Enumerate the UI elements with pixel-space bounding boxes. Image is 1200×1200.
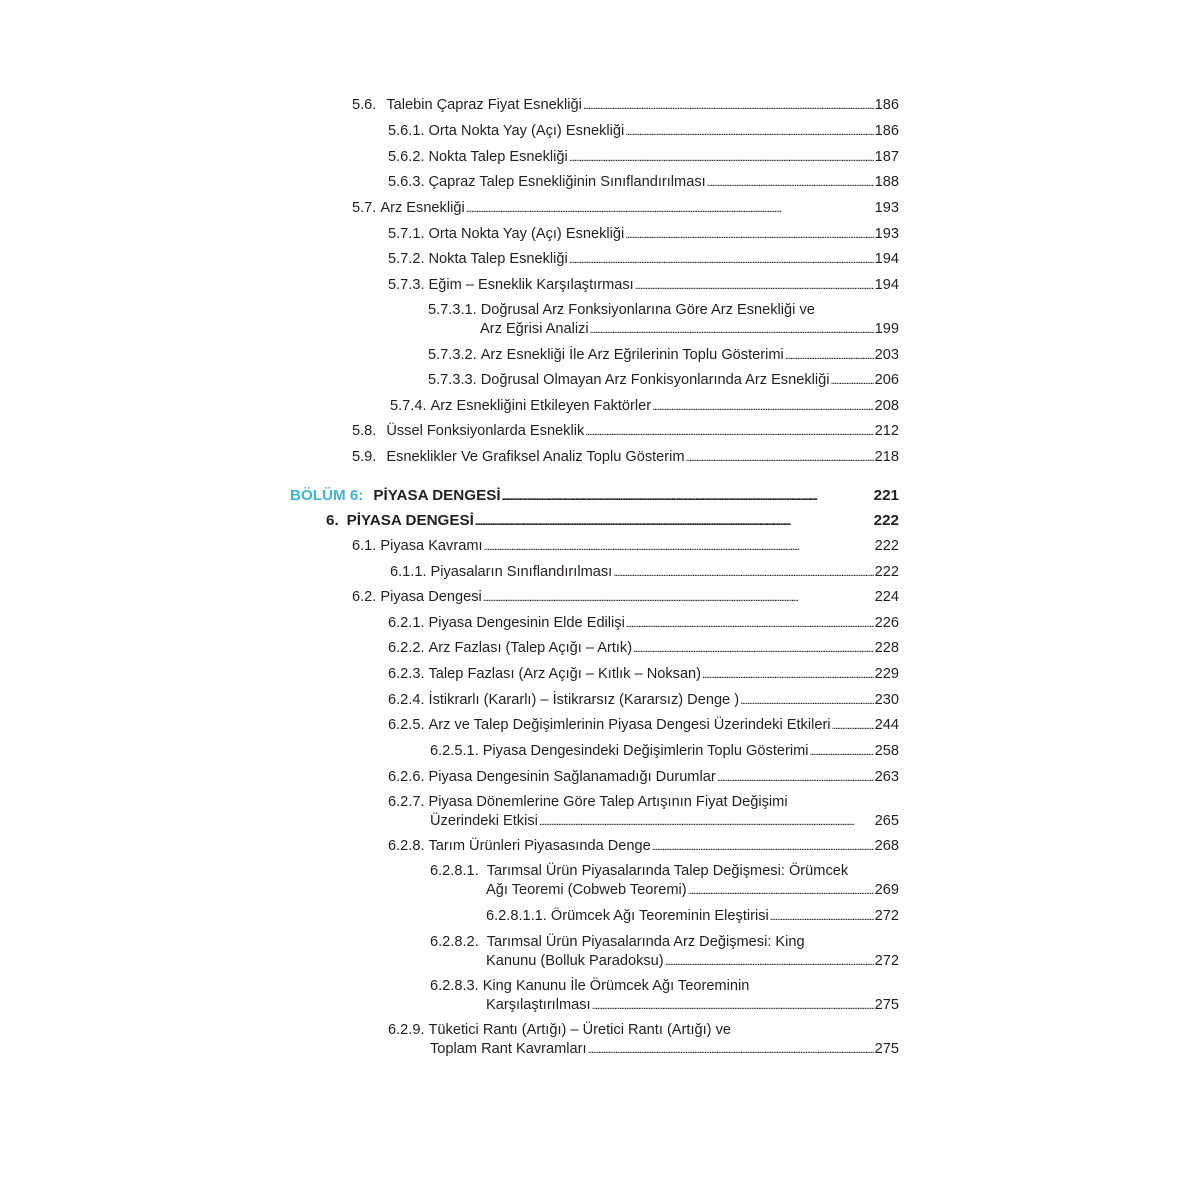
entry-title-continued: Karşılaştırılması bbox=[486, 997, 591, 1013]
toc-entry bbox=[428, 346, 899, 366]
entry-number: 6.2.3. bbox=[388, 666, 425, 682]
entry-number: 6.2.8.2. bbox=[430, 934, 479, 950]
entry-title: Çapraz Talep Esnekliğinin Sınıflandırılması bbox=[428, 174, 706, 190]
entry-title: Piyasaların Sınıflandırılması bbox=[430, 564, 613, 580]
dot-leader bbox=[702, 665, 874, 685]
entry-title: Örümcek Ağı Teoreminin Eleştirisi bbox=[550, 908, 769, 924]
entry-number: 6.2. bbox=[352, 589, 377, 605]
toc-entry bbox=[388, 691, 899, 711]
entry-number: 6.2.5. bbox=[388, 717, 425, 733]
entry-title: Nokta Talep Esnekliği bbox=[428, 251, 568, 267]
entry-number: 5.6.3. bbox=[388, 174, 425, 190]
entry-page: 222 bbox=[874, 538, 899, 554]
toc-entry bbox=[326, 511, 899, 532]
entry-title: Eğim – Esneklik Karşılaştırması bbox=[428, 277, 634, 293]
dot-leader bbox=[652, 837, 874, 857]
entry-number: 5.7.3.2. bbox=[428, 347, 477, 363]
entry-title-continued: Kanunu (Bolluk Paradoksu) bbox=[486, 953, 664, 969]
dot-leader bbox=[613, 563, 873, 583]
entry-page: 193 bbox=[874, 200, 899, 216]
dot-leader bbox=[502, 486, 873, 507]
toc-entry bbox=[390, 397, 899, 417]
toc-entry bbox=[352, 422, 899, 442]
dot-leader bbox=[633, 639, 874, 659]
toc-entry bbox=[388, 639, 899, 659]
toc-entry bbox=[352, 588, 899, 608]
entry-title: Piyasa Dengesindeki Değişimlerin Toplu Gösterimi bbox=[482, 743, 809, 759]
toc-entry bbox=[352, 448, 899, 468]
toc-entry bbox=[388, 1021, 899, 1060]
toc-entry bbox=[388, 122, 899, 142]
dot-leader bbox=[635, 276, 874, 296]
entry-page: 268 bbox=[874, 838, 899, 854]
entry-title: Doğrusal Arz Fonksiyonlarına Göre Arz Esnekliği ve bbox=[480, 302, 815, 318]
dot-leader bbox=[583, 96, 874, 116]
entry-page: 228 bbox=[874, 640, 899, 656]
entry-page: 272 bbox=[874, 908, 899, 924]
entry-title: Tarımsal Ürün Piyasalarında Talep Değişmesi: Örümcek bbox=[486, 863, 849, 879]
entry-title: Arz Fazlası (Talep Açığı – Artık) bbox=[428, 640, 633, 656]
entry-title: Nokta Talep Esnekliği bbox=[428, 149, 568, 165]
entry-number: 6.2.8.1.1. bbox=[486, 908, 547, 924]
entry-page: 229 bbox=[874, 666, 899, 682]
entry-page: 206 bbox=[874, 372, 899, 388]
entry-number: 5.7. bbox=[352, 200, 377, 216]
entry-page: 265 bbox=[874, 813, 899, 829]
entry-page: 212 bbox=[874, 423, 899, 439]
entry-title: Talep Fazlası (Arz Açığı – Kıtlık – Noksan) bbox=[428, 666, 702, 682]
entry-number: 5.7.4. bbox=[390, 398, 427, 414]
dot-leader bbox=[717, 768, 874, 788]
entry-page: 275 bbox=[874, 997, 899, 1013]
entry-number: 6.2.2. bbox=[388, 640, 425, 656]
entry-title: Arz Esnekliği bbox=[380, 200, 465, 216]
chapter-label: BÖLÜM 6: bbox=[290, 487, 364, 504]
dot-leader bbox=[585, 422, 873, 442]
dot-leader bbox=[588, 1040, 874, 1060]
dot-leader bbox=[652, 397, 874, 417]
entry-title: Orta Nokta Yay (Açı) Esnekliği bbox=[428, 123, 625, 139]
toc-entry bbox=[486, 907, 899, 927]
dot-leader bbox=[569, 250, 874, 270]
toc-entry bbox=[388, 276, 899, 296]
entry-number: 6.2.8.3. bbox=[430, 978, 479, 994]
entry-number: 6.1. bbox=[352, 538, 377, 554]
entry-title: Talebin Çapraz Fiyat Esnekliği bbox=[386, 97, 582, 113]
entry-page: 269 bbox=[874, 882, 899, 898]
dot-leader bbox=[539, 812, 874, 832]
entry-page: 244 bbox=[874, 717, 899, 733]
entry-title: İstikrarlı (Kararlı) – İstikrarsız (Kararsız) Denge ) bbox=[428, 692, 740, 708]
entry-number: 5.8. bbox=[352, 423, 377, 439]
entry-title-continued: Toplam Rant Kavramları bbox=[430, 1041, 587, 1057]
entry-page: 193 bbox=[874, 226, 899, 242]
entry-page: 272 bbox=[874, 953, 899, 969]
entry-title: Arz ve Talep Değişimlerinin Piyasa Dengesi Üzerindeki Etkileri bbox=[428, 717, 831, 733]
entry-page: 218 bbox=[874, 449, 899, 465]
entry-number: 5.7.3.1. bbox=[428, 302, 477, 318]
entry-title: Piyasa Kavramı bbox=[380, 538, 483, 554]
entry-page: 208 bbox=[874, 398, 899, 414]
dot-leader bbox=[484, 537, 874, 557]
entry-number: 6.2.4. bbox=[388, 692, 425, 708]
toc-entry bbox=[428, 301, 899, 340]
entry-title: PİYASA DENGESİ bbox=[373, 487, 501, 504]
dot-leader bbox=[466, 199, 874, 219]
entry-page: 222 bbox=[873, 512, 899, 529]
entry-page: 258 bbox=[874, 743, 899, 759]
entry-number: 6.1.1. bbox=[390, 564, 427, 580]
entry-number: 5.6. bbox=[352, 97, 377, 113]
toc-entry bbox=[430, 742, 899, 762]
entry-number: 6.2.6. bbox=[388, 769, 425, 785]
toc-entry bbox=[388, 768, 899, 788]
entry-number: 6. bbox=[326, 512, 339, 529]
entry-page: 226 bbox=[874, 615, 899, 631]
toc-entry bbox=[352, 537, 899, 557]
toc-entry bbox=[430, 933, 899, 972]
entry-title-continued: Arz Eğrisi Analizi bbox=[480, 321, 589, 337]
toc-entry bbox=[388, 173, 899, 193]
entry-title: Üssel Fonksiyonlarda Esneklik bbox=[386, 423, 585, 439]
entry-page: 194 bbox=[874, 251, 899, 267]
entry-number: 6.2.1. bbox=[388, 615, 425, 631]
entry-title: Tarım Ürünleri Piyasasında Denge bbox=[428, 838, 651, 854]
entry-number: 6.2.5.1. bbox=[430, 743, 479, 759]
entry-title: Piyasa Dönemlerine Göre Talep Artışının Fiyat Değişimi bbox=[428, 794, 788, 810]
entry-number: 6.2.7. bbox=[388, 794, 425, 810]
dot-leader bbox=[688, 881, 874, 901]
dot-leader bbox=[740, 691, 874, 711]
entry-title: Arz Esnekliğini Etkileyen Faktörler bbox=[430, 398, 652, 414]
toc-entry bbox=[388, 793, 899, 832]
toc-entry bbox=[388, 716, 899, 736]
entry-title: Orta Nokta Yay (Açı) Esnekliği bbox=[428, 226, 625, 242]
toc-entry bbox=[388, 225, 899, 245]
dot-leader bbox=[810, 742, 874, 762]
entry-title: King Kanunu İle Örümcek Ağı Teoreminin bbox=[482, 978, 750, 994]
dot-leader bbox=[483, 588, 874, 608]
entry-page: 221 bbox=[873, 487, 899, 504]
entry-title: Tüketici Rantı (Artığı) – Üretici Rantı (Artığı) ve bbox=[428, 1022, 732, 1038]
entry-title: Piyasa Dengesinin Elde Edilişi bbox=[428, 615, 625, 631]
entry-title-continued: Ağı Teoremi (Cobweb Teoremi) bbox=[486, 882, 687, 898]
dot-leader bbox=[770, 907, 874, 927]
dot-leader bbox=[830, 371, 873, 391]
entry-number: 6.2.8. bbox=[388, 838, 425, 854]
dot-leader bbox=[707, 173, 874, 193]
toc-entry bbox=[388, 250, 899, 270]
entry-number: 5.7.3. bbox=[388, 277, 425, 293]
entry-page: 186 bbox=[874, 123, 899, 139]
dot-leader bbox=[625, 122, 873, 142]
toc-entry bbox=[388, 665, 899, 685]
entry-page: 230 bbox=[874, 692, 899, 708]
toc-entry bbox=[388, 148, 899, 168]
entry-page: 188 bbox=[874, 174, 899, 190]
toc-entry bbox=[428, 371, 899, 391]
toc-entry bbox=[388, 614, 899, 634]
entry-title: Tarımsal Ürün Piyasalarında Arz Değişmesi: King bbox=[486, 934, 805, 950]
chapter-heading bbox=[290, 486, 899, 507]
entry-title: Piyasa Dengesinin Sağlanamadığı Durumlar bbox=[428, 769, 716, 785]
toc-entry bbox=[352, 199, 899, 219]
entry-title: Esneklikler Ve Grafiksel Analiz Toplu Gösterim bbox=[386, 449, 685, 465]
dot-leader bbox=[832, 716, 874, 736]
entry-number: 6.2.8.1. bbox=[430, 863, 479, 879]
dot-leader bbox=[475, 511, 873, 532]
entry-title: PİYASA DENGESİ bbox=[346, 512, 474, 529]
entry-number: 5.7.2. bbox=[388, 251, 425, 267]
entry-page: 203 bbox=[874, 347, 899, 363]
entry-number: 6.2.9. bbox=[388, 1022, 425, 1038]
entry-page: 275 bbox=[874, 1041, 899, 1057]
entry-page: 224 bbox=[874, 589, 899, 605]
toc-entry bbox=[352, 96, 899, 116]
dot-leader bbox=[590, 320, 874, 340]
dot-leader bbox=[626, 614, 874, 634]
entry-number: 5.6.2. bbox=[388, 149, 425, 165]
entry-title: Arz Esnekliği İle Arz Eğrilerinin Toplu Gösterimi bbox=[480, 347, 784, 363]
entry-number: 5.7.3.3. bbox=[428, 372, 477, 388]
dot-leader bbox=[665, 952, 874, 972]
toc-entry bbox=[430, 862, 899, 901]
entry-page: 187 bbox=[874, 149, 899, 165]
entry-number: 5.7.1. bbox=[388, 226, 425, 242]
entry-title-continued: Üzerindeki Etkisi bbox=[430, 813, 538, 829]
dot-leader bbox=[592, 996, 874, 1016]
entry-title: Doğrusal Olmayan Arz Fonkisyonlarında Arz Esnekliği bbox=[480, 372, 830, 388]
entry-number: 5.6.1. bbox=[388, 123, 425, 139]
toc-entry bbox=[430, 977, 899, 1016]
dot-leader bbox=[625, 225, 873, 245]
entry-page: 194 bbox=[874, 277, 899, 293]
entry-page: 199 bbox=[874, 321, 899, 337]
entry-page: 222 bbox=[874, 564, 899, 580]
toc-entry bbox=[388, 837, 899, 857]
dot-leader bbox=[569, 148, 874, 168]
entry-title: Piyasa Dengesi bbox=[380, 589, 482, 605]
entry-page: 263 bbox=[874, 769, 899, 785]
dot-leader bbox=[686, 448, 874, 468]
entry-page: 186 bbox=[874, 97, 899, 113]
toc-entry bbox=[390, 563, 899, 583]
dot-leader bbox=[785, 346, 874, 366]
entry-number: 5.9. bbox=[352, 449, 377, 465]
